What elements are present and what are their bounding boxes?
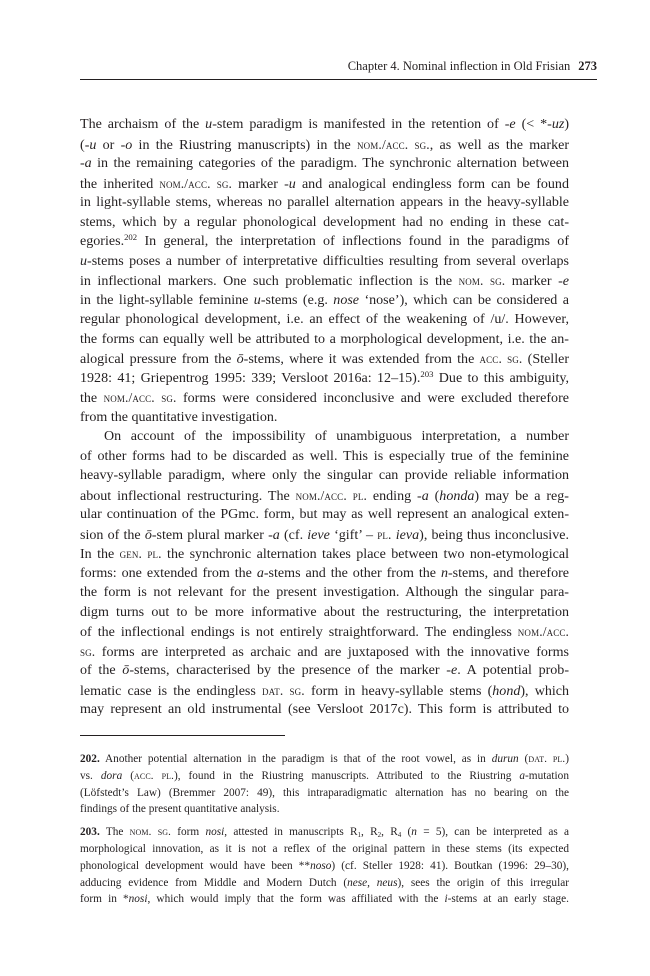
footnote-ref-202[interactable]: 202	[124, 232, 138, 243]
text-line: lematic case is the endingless dat. sg. form in heavy-syllable stems (hond), which	[80, 682, 570, 699]
text-line: stems, which by a regular phonological development had no ending in these cat-	[80, 213, 569, 230]
text-line: the forms can equally well be attributed to a morphological development, i.e. the an-	[80, 330, 569, 347]
text-line: sg. forms are interpreted as archaic and are juxtaposed with the innovative forms	[80, 643, 569, 660]
footnote-line: phonological development would have been **noso) (cf. Steller 1928: 41). Boutkan (1996: 29–30),	[80, 859, 569, 872]
text-line: may represent an old instrumental (see Versloot 2017c). This form is attributed to	[80, 701, 569, 717]
running-title: Chapter 4. Nominal inflection in Old Frisian	[347, 59, 571, 73]
footnote-line: morphological innovation, as it is not a reflex of the original pattern in these stems (its expected	[80, 842, 569, 855]
running-header	[80, 58, 597, 74]
text-line: forms: one extended from the a-stems and the other from the n-stems, and therefore	[80, 564, 569, 581]
text-line: in light-syllable stems, whereas no parallel alternation appears in the heavy-syllable	[80, 194, 569, 210]
text-line: the inherited nom./acc. sg. marker -u and analogical endingless form can be found	[80, 175, 569, 192]
footnote-203	[80, 824, 569, 908]
text-line: of other forms had to be discarded as well. This is especially true of the feminine	[80, 447, 569, 464]
text-line: 1928: 41; Griepentrog 1995: 339; Versloot 2016a: 12–15).$^{203}$ Due to this ambiguity,	[80, 368, 570, 386]
footnote-line: form in *nosi, which would imply that the form was affiliated with the i-stems at an early stage.	[80, 893, 569, 906]
footnote-line: findings of the present quantitative analysis.	[80, 803, 280, 816]
text-line: regular phonological development, i.e. an effect of the weakening of /u/. However,	[80, 311, 569, 327]
text-line: -a in the remaining categories of the paradigm. The synchronic alternation between	[80, 155, 569, 171]
header-rule	[80, 79, 597, 80]
text-line: On account of the impossibility of unambiguous interpretation, a number	[104, 428, 569, 444]
body-text	[80, 115, 569, 720]
text-line: ular continuation of the PGmc. form, but may as well represent an analogical exten-	[80, 506, 569, 522]
text-line: of the inflectional endings is not entirely straightforward. The endingless nom./acc.	[80, 624, 569, 640]
text-line: of the ō-stems, characterised by the presence of the marker -e. A potential prob-	[80, 662, 570, 678]
footnote-line: vs. dora (acc. pl.), found in the Riustring manuscripts. Attributed to the Riustring a-mutation	[80, 769, 569, 782]
text-line: the nom./acc. sg. forms were considered inconclusive and were excluded therefore	[80, 390, 569, 406]
paragraph-1	[80, 115, 569, 427]
footnotes	[80, 751, 569, 914]
footnote-number: 203.	[80, 826, 100, 839]
footnote-ref-203[interactable]: 203	[420, 368, 434, 379]
text-line: u-stems poses a number of interpretative difficulties resulting from several overlaps	[80, 252, 569, 269]
text-line: in the light-syllable feminine u-stems (e.g. nose ‘nose’), which can be considered a	[80, 291, 569, 308]
footnote-number: 202.	[80, 753, 100, 765]
text-line: egories.$^{202}$ In general, the interpretation of inflections found in the paradigms of	[80, 232, 569, 249]
text-line: sion of the ō-stem plural marker -a (cf. ieve ‘gift’ – pl. ieva), being thus inconclusive.	[80, 526, 569, 543]
footnote-line: adducing evidence from Middle and Modern Dutch (nese, neus), sees the origin of this irregular	[80, 876, 569, 889]
text-line: digm turns out to be more informative about the restructuring, the interpretation	[80, 603, 569, 620]
text-line: (-u or -o in the Riustring manuscripts) in the nom./acc. sg., as well as the marker	[80, 136, 570, 153]
paragraph-2	[80, 427, 569, 720]
footnote-line: (Löfstedt’s Law) (Bremmer 2007: 49), this intraparadigmatic alternation has no bearing on the	[80, 786, 569, 799]
footnote-rule	[80, 735, 285, 736]
text-line: In the gen. pl. the synchronic alternation takes place between two non-etymological	[80, 546, 569, 562]
text-line: The archaism of the u-stem paradigm is manifested in the retention of -e (< *-uz)	[80, 116, 569, 132]
footnote-202	[80, 751, 569, 818]
page-number: 273	[578, 59, 597, 73]
footnote-line: 202. Another potential alternation in the paradigm is that of the root vowel, as in durun (dat. pl.)	[80, 753, 569, 765]
text-line: alogical pressure from the ō-stems, where it was extended from the acc. sg. (Steller	[80, 351, 570, 367]
text-line: from the quantitative investigation.	[80, 408, 278, 425]
text-line: the form is not relevant for the present investigation. Although the singular para-	[80, 584, 569, 600]
footnote-line: 203. The nom. sg. form nosi, attested in manuscripts $R_1$, $R_2$, $R_4$ (n = 5), can be interpreted as a	[80, 826, 570, 839]
text-line: in inflectional markers. One such problematic inflection is the nom. sg. marker -e	[80, 273, 569, 289]
text-line: heavy-syllable paradigm, where only the singular can provide reliable information	[80, 467, 569, 483]
text-line: about inflectional restructuring. The nom./acc. pl. ending -a (honda) may be a reg-	[80, 487, 569, 504]
